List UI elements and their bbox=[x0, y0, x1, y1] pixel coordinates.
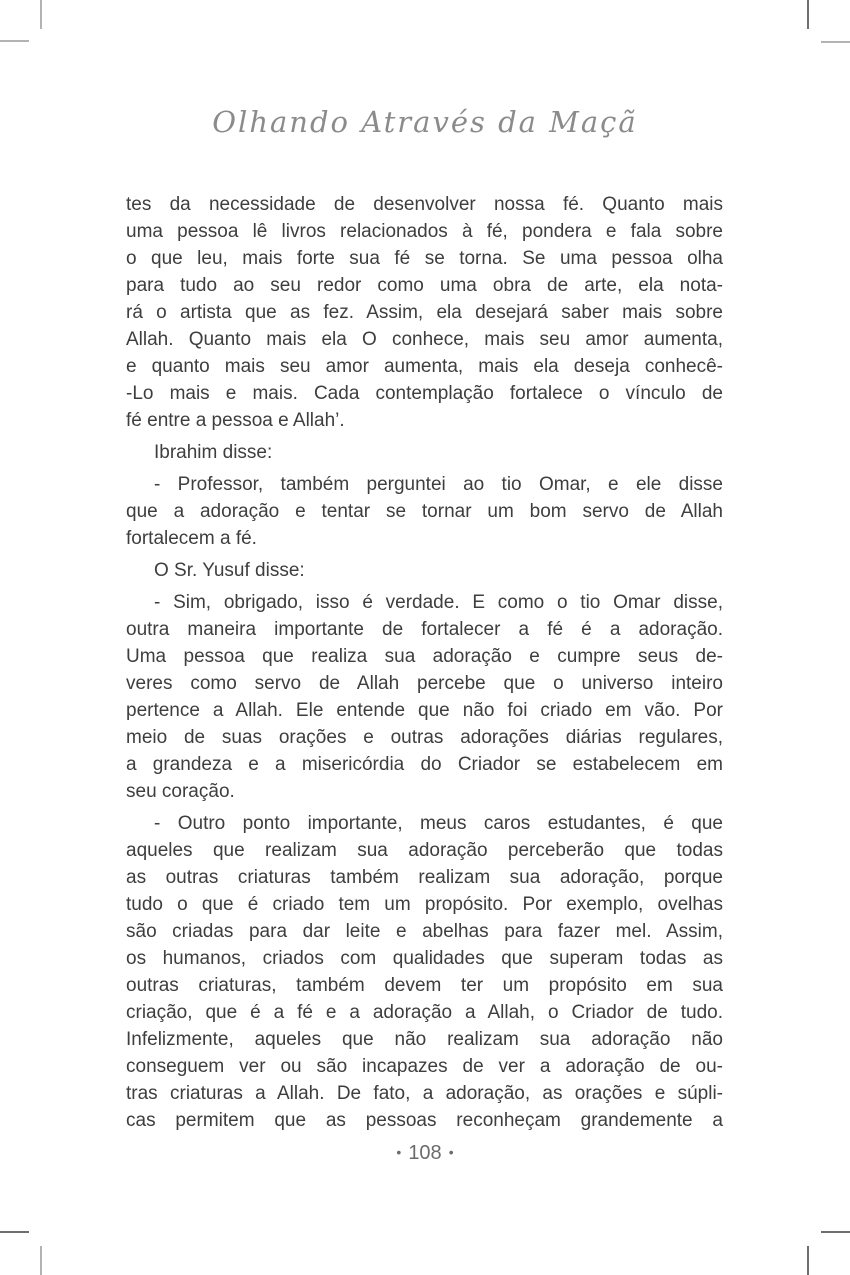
footer-bullet-left-icon: • bbox=[396, 1144, 402, 1160]
text-line: veres como servo de Allah percebe que o universo inteiro bbox=[126, 673, 723, 694]
text-line: conseguem ver ou são incapazes de ver a adoração de ou- bbox=[126, 1056, 723, 1077]
text-line: e quanto mais seu amor aumenta, mais ela deseja conhecê- bbox=[126, 356, 723, 377]
text-line: fé entre a pessoa e Allah’. bbox=[126, 410, 345, 431]
text-line: tudo o que é criado tem um propósito. Por exemplo, ovelhas bbox=[126, 894, 723, 915]
text-line: tras criaturas a Allah. De fato, a adoração, as orações e súpli- bbox=[126, 1083, 723, 1104]
text-line: os humanos, criados com qualidades que superam todas as bbox=[126, 948, 723, 969]
text-line: Uma pessoa que realiza sua adoração e cumpre seus de- bbox=[126, 646, 723, 667]
crop-mark-top-left-horizontal bbox=[0, 40, 29, 42]
text-line: Allah. Quanto mais ela O conhece, mais seu amor aumenta, bbox=[126, 329, 723, 350]
text-line: Ibrahim disse: bbox=[154, 442, 273, 463]
text-line: as outras criaturas também realizam sua adoração, porque bbox=[126, 867, 723, 888]
text-line: Infelizmente, aqueles que não realizam sua adoração não bbox=[126, 1029, 723, 1050]
text-line: uma pessoa lê livros relacionados à fé, pondera e fala sobre bbox=[126, 221, 723, 242]
crop-mark-bottom-left-vertical bbox=[40, 1246, 42, 1275]
text-line: seu coração. bbox=[126, 781, 235, 802]
text-line: tes da necessidade de desenvolver nossa fé. Quanto mais bbox=[126, 194, 723, 215]
page-footer bbox=[0, 1140, 850, 1165]
text-line: outra maneira importante de fortalecer a fé é a adoração. bbox=[126, 619, 723, 640]
crop-mark-bottom-right-horizontal bbox=[821, 1231, 850, 1233]
paragraph bbox=[126, 810, 723, 1134]
body-text-column bbox=[126, 191, 723, 1139]
text-line: fortalecem a fé. bbox=[126, 528, 257, 549]
footer-bullet-right-icon: • bbox=[448, 1144, 454, 1160]
running-header-title: Olhando Através da Maçã bbox=[212, 105, 638, 139]
crop-mark-top-left-vertical bbox=[40, 0, 42, 29]
crop-mark-top-right-vertical bbox=[807, 0, 809, 29]
paragraph bbox=[126, 191, 723, 434]
paragraph bbox=[126, 557, 723, 584]
text-line: que a adoração e tentar se tornar um bom servo de Allah bbox=[126, 501, 723, 522]
text-line: para tudo ao seu redor como uma obra de arte, ela nota- bbox=[126, 275, 723, 296]
text-line: outras criaturas, também devem ter um propósito em sua bbox=[126, 975, 723, 996]
text-line: rá o artista que as fez. Assim, ela desejará saber mais sobre bbox=[126, 302, 723, 323]
text-line: cas permitem que as pessoas reconheçam grandemente a bbox=[126, 1110, 723, 1131]
text-line: O Sr. Yusuf disse: bbox=[154, 560, 305, 581]
crop-mark-bottom-left-horizontal bbox=[0, 1231, 29, 1233]
page-number: 108 bbox=[408, 1142, 442, 1164]
text-line: o que leu, mais forte sua fé se torna. Se uma pessoa olha bbox=[126, 248, 723, 269]
text-line: - Professor, também perguntei ao tio Omar, e ele disse bbox=[154, 474, 723, 495]
paragraph bbox=[126, 439, 723, 466]
crop-mark-bottom-right-vertical bbox=[807, 1246, 809, 1275]
text-line: criação, que é a fé e a adoração a Allah, o Criador de tudo. bbox=[126, 1002, 723, 1023]
text-line: - Sim, obrigado, isso é verdade. E como o tio Omar disse, bbox=[154, 592, 723, 613]
text-line: -Lo mais e mais. Cada contemplação fortalece o vínculo de bbox=[126, 383, 723, 404]
text-line: meio de suas orações e outras adorações diárias regulares, bbox=[126, 727, 723, 748]
text-line: a grandeza e a misericórdia do Criador se estabelecem em bbox=[126, 754, 723, 775]
text-line: pertence a Allah. Ele entende que não foi criado em vão. Por bbox=[126, 700, 723, 721]
paragraph bbox=[126, 589, 723, 805]
paragraph bbox=[126, 471, 723, 552]
text-line: são criadas para dar leite e abelhas para fazer mel. Assim, bbox=[126, 921, 723, 942]
crop-mark-top-right-horizontal bbox=[821, 41, 850, 43]
text-line: aqueles que realizam sua adoração perceberão que todas bbox=[126, 840, 723, 861]
text-line: - Outro ponto importante, meus caros estudantes, é que bbox=[154, 813, 723, 834]
